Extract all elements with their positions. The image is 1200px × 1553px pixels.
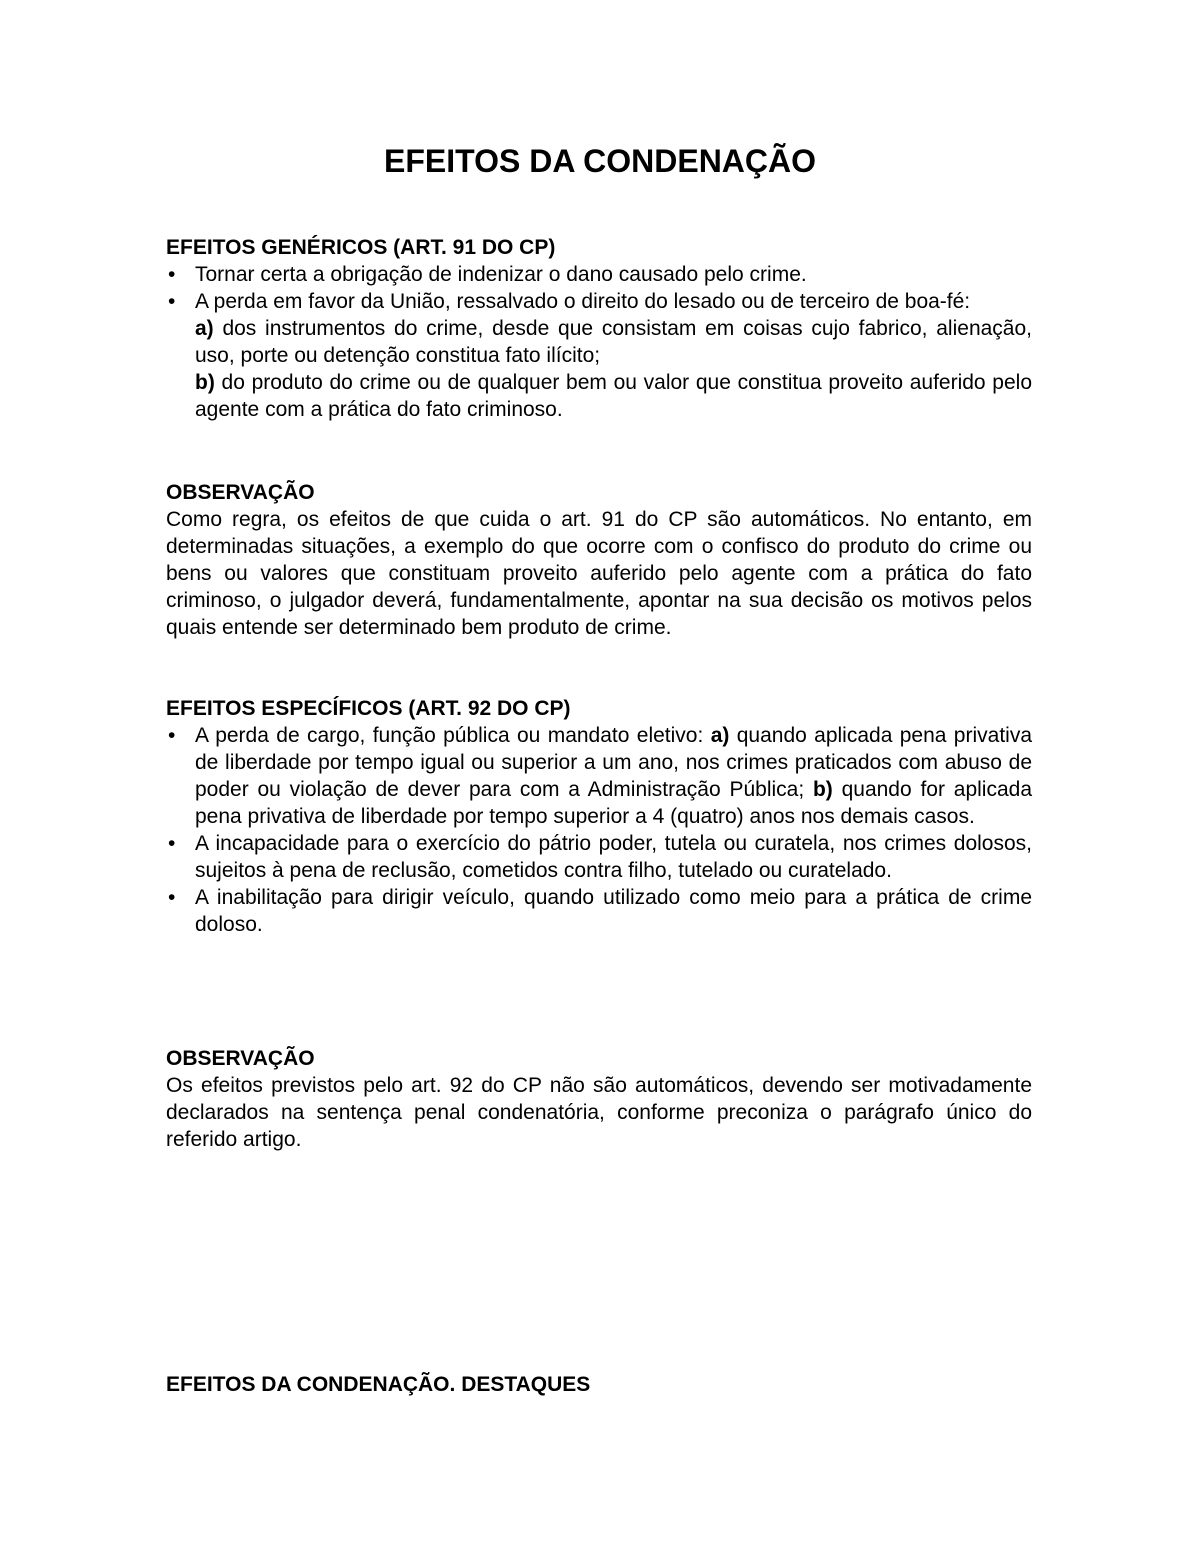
- sub-item-b: [166, 369, 1032, 423]
- sub-item-label: b): [812, 778, 833, 801]
- generic-effects-section: [166, 234, 1032, 423]
- list-item-text: quando aplicada pena privativa de liberdade por tempo igual ou superior a um ano, nos crimes praticados com abuso de poder ou violação de dever para com a Administração Pública;: [195, 724, 1033, 801]
- sub-item-label: a): [710, 724, 730, 747]
- list-item: [166, 261, 1032, 288]
- bullet-icon: •: [168, 724, 176, 747]
- observation-heading: OBSERVAÇÃO: [166, 1047, 315, 1070]
- list-item-text: quando for aplicada pena privativa de liberdade por tempo superior a 4 (quatro) anos nos demais casos.: [195, 778, 1032, 828]
- highlights-section: [166, 1371, 1032, 1398]
- observation-text: Os efeitos previstos pelo art. 92 do CP não são automáticos, devendo ser motivadamente declarados na sentença penal condenatória, conforme preconiza o parágrafo único do referido artigo.: [166, 1074, 1032, 1151]
- list-item-text: A inabilitação para dirigir veículo, quando utilizado como meio para a prática de crime doloso.: [195, 886, 1032, 936]
- sub-item-text: dos instrumentos do crime, desde que consistam em coisas cujo fabrico, alienação, uso, porte ou detenção constitua fato ilícito;: [195, 317, 1032, 367]
- list-item-text: A perda em favor da União, ressalvado o direito do lesado ou de terceiro de boa-fé:: [195, 290, 971, 313]
- list-item: [166, 288, 1032, 315]
- observation-section-2: [166, 1045, 1032, 1153]
- bullet-icon: •: [168, 832, 176, 855]
- list-item: [166, 884, 1032, 938]
- list-item-text: A perda de cargo, função pública ou mandato eletivo:: [195, 724, 711, 747]
- sub-item-a: [166, 315, 1032, 369]
- specific-effects-list: [166, 722, 1032, 938]
- sub-item-label: a): [195, 317, 214, 340]
- list-item: [166, 722, 1032, 830]
- list-item-text: Tornar certa a obrigação de indenizar o dano causado pelo crime.: [195, 263, 807, 286]
- sub-item-label: b): [195, 371, 215, 394]
- generic-effects-list: [166, 261, 1032, 315]
- highlights-heading: EFEITOS DA CONDENAÇÃO. DESTAQUES: [166, 1373, 591, 1396]
- specific-effects-section: [166, 695, 1032, 938]
- observation-heading: OBSERVAÇÃO: [166, 481, 315, 504]
- list-item-text: A incapacidade para o exercício do pátrio poder, tutela ou curatela, nos crimes dolosos, sujeitos à pena de reclusão, cometidos contra filho, tutelado ou curatelado.: [195, 832, 1032, 882]
- bullet-icon: •: [168, 886, 176, 909]
- sub-item-text: do produto do crime ou de qualquer bem ou valor que constitua proveito auferido pelo agente com a prática do fato criminoso.: [195, 371, 1032, 421]
- list-item: [166, 830, 1032, 884]
- observation-text: Como regra, os efeitos de que cuida o art. 91 do CP são automáticos. No entanto, em determinadas situações, a exemplo do que ocorre com o confisco do produto do crime ou bens ou valores que constituam proveito auferido pelo agente com a prática do fato criminoso, o julgador deverá, fundamentalmente, apontar na sua decisão os motivos pelos quais entende ser determinado bem produto de crime.: [166, 508, 1032, 639]
- bullet-icon: •: [168, 290, 176, 313]
- specific-effects-heading: EFEITOS ESPECÍFICOS (ART. 92 DO CP): [166, 697, 571, 720]
- bullet-icon: •: [168, 263, 176, 286]
- observation-section-1: [166, 479, 1032, 641]
- generic-effects-heading: EFEITOS GENÉRICOS (ART. 91 DO CP): [166, 236, 556, 259]
- document-title: EFEITOS DA CONDENAÇÃO: [383, 143, 817, 179]
